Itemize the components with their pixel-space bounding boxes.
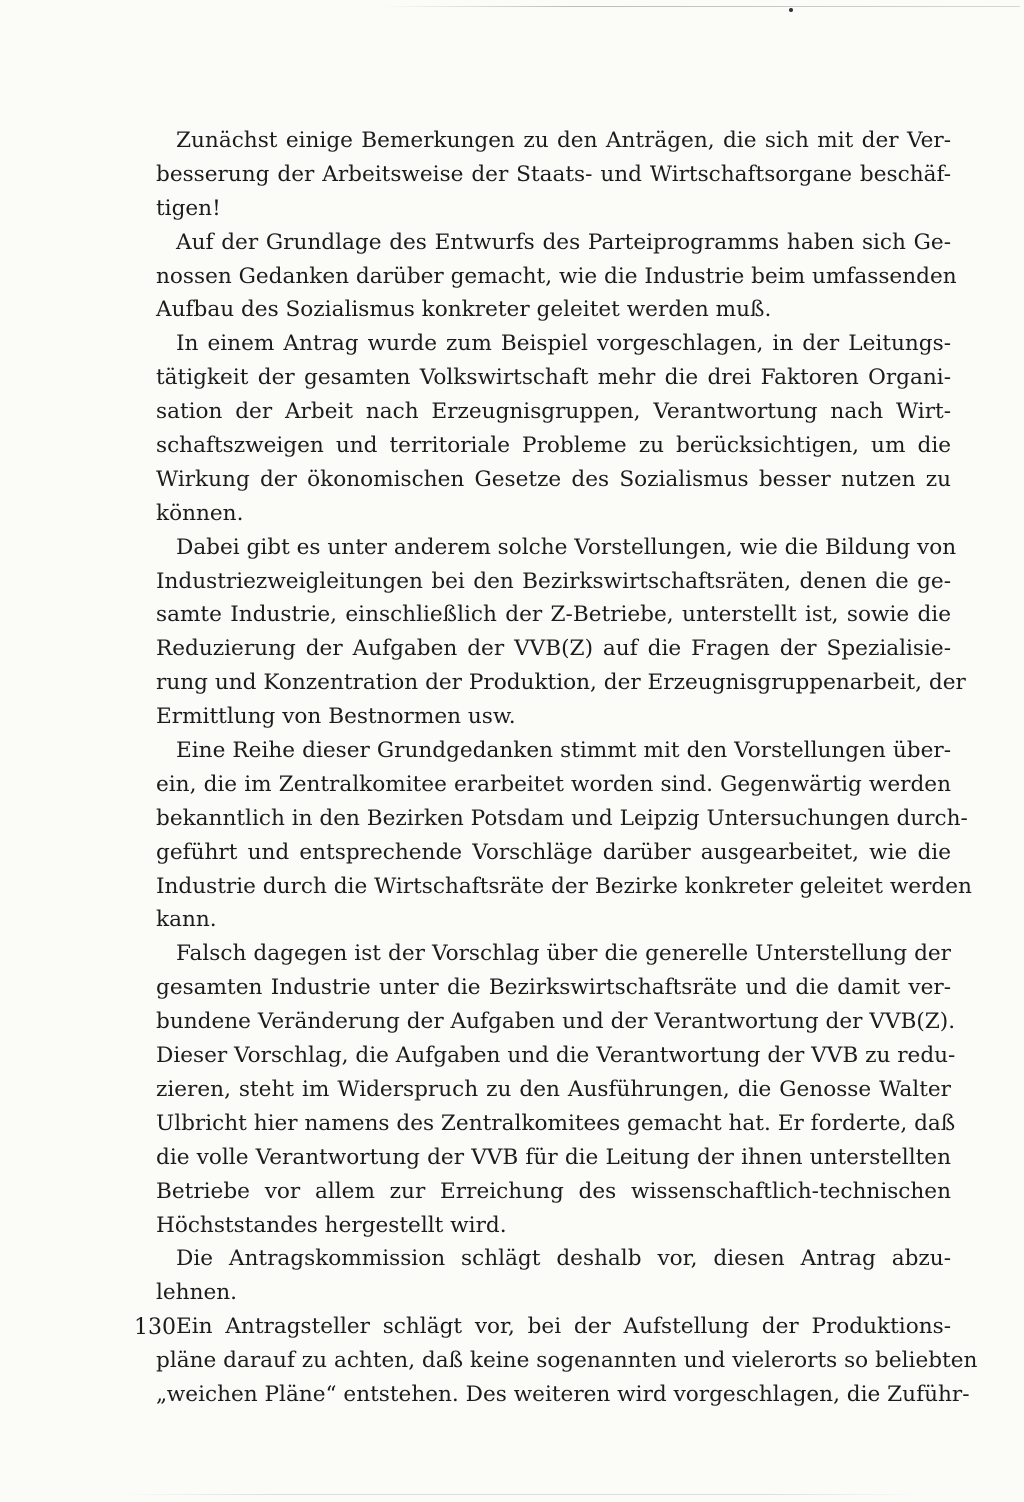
text-line: In einem Antrag wurde zum Beispiel vorgeschlagen, in der Leitungs- (176, 331, 951, 357)
text-line: kann. (156, 907, 217, 933)
text-line: Ulbricht hier namens des Zentralkomitees gemacht hat. Er forderte, daß (156, 1110, 956, 1136)
text-line: tigen! (156, 195, 221, 221)
ink-speck (789, 8, 793, 12)
text-line: Zunächst einige Bemerkungen zu den Anträgen, die sich mit der Ver- (176, 128, 951, 153)
text-line: Falsch dagegen ist der Vorschlag über die generelle Unterstellung der (176, 941, 951, 967)
body-text (156, 124, 978, 1412)
scan-edge-top (380, 6, 1020, 7)
text-line: pläne darauf zu achten, daß keine sogenannten und vielerorts so beliebten (156, 1348, 978, 1374)
scan-edge-bottom (120, 1494, 920, 1495)
text-line: Höchststandes hergestellt wird. (156, 1212, 507, 1238)
text-line: Dieser Vorschlag, die Aufgaben und die Verantwortung der VVB zu redu- (156, 1043, 956, 1069)
text-line: rung und Konzentration der Produktion, der Erzeugnisgruppenarbeit, der (156, 670, 966, 696)
text-line: Reduzierung der Aufgaben der VVB(Z) auf die Fragen der Spezialisie- (156, 636, 951, 662)
text-line: gesamten Industrie unter die Bezirkswirtschaftsräte und die damit ver- (156, 975, 951, 1001)
text-line: geführt und entsprechende Vorschläge darüber ausgearbeitet, wie die (156, 839, 951, 865)
text-line: Dabei gibt es unter anderem solche Vorstellungen, wie die Bildung von (176, 534, 957, 560)
page-number: 130 (134, 1315, 176, 1340)
text-line: Die Antragskommission schlägt deshalb vor, diesen Antrag abzu- (176, 1246, 951, 1272)
text-line: tätigkeit der gesamten Volkswirtschaft mehr die drei Faktoren Organi- (156, 365, 951, 391)
text-line: Aufbau des Sozialismus konkreter geleitet werden muß. (156, 297, 772, 323)
text-line: Industriezweigleitungen bei den Bezirkswirtschaftsräten, denen die ge- (156, 568, 951, 594)
text-line: ein, die im Zentralkomitee erarbeitet worden sind. Gegenwärtig werden (156, 771, 951, 797)
text-line: Auf der Grundlage des Entwurfs des Parteiprogramms haben sich Ge- (176, 229, 951, 255)
text-line: schaftszweigen und territoriale Probleme zu berücksichtigen, um die (156, 433, 951, 459)
text-line: „weichen Pläne“ entstehen. Des weiteren wird vorgeschlagen, die Zuführ- (156, 1381, 970, 1407)
text-line: Ermittlung von Bestnormen usw. (156, 704, 516, 730)
text-line: samte Industrie, einschließlich der Z-Betriebe, unterstellt ist, sowie die (156, 602, 951, 628)
text-line: Ein Antragsteller schlägt vor, bei der Aufstellung der Produktions- (176, 1314, 951, 1340)
text-line: lehnen. (156, 1280, 238, 1306)
text-line: Eine Reihe dieser Grundgedanken stimmt mit den Vorstellungen über- (176, 738, 951, 764)
text-line: können. (156, 500, 244, 526)
text-line: besserung der Arbeitsweise der Staats- und Wirtschaftsorgane beschäf- (156, 161, 951, 187)
text-line: bekanntlich in den Bezirken Potsdam und Leipzig Untersuchungen durch- (156, 805, 968, 831)
text-line: Betriebe vor allem zur Erreichung des wissenschaftlich-technischen (156, 1178, 951, 1204)
text-line: sation der Arbeit nach Erzeugnisgruppen, Verantwortung nach Wirt- (156, 399, 951, 425)
text-line: zieren, steht im Widerspruch zu den Ausführungen, die Genosse Walter (156, 1076, 951, 1102)
text-line: bundene Veränderung der Aufgaben und der Verantwortung der VVB(Z). (156, 1009, 956, 1035)
text-line: Wirkung der ökonomischen Gesetze des Sozialismus besser nutzen zu (156, 466, 951, 492)
text-line: die volle Verantwortung der VVB für die Leitung der ihnen unterstellten (156, 1144, 951, 1170)
text-line: Industrie durch die Wirtschaftsräte der Bezirke konkreter geleitet werden (156, 873, 972, 899)
text-line: nossen Gedanken darüber gemacht, wie die Industrie beim umfassenden (156, 263, 957, 289)
